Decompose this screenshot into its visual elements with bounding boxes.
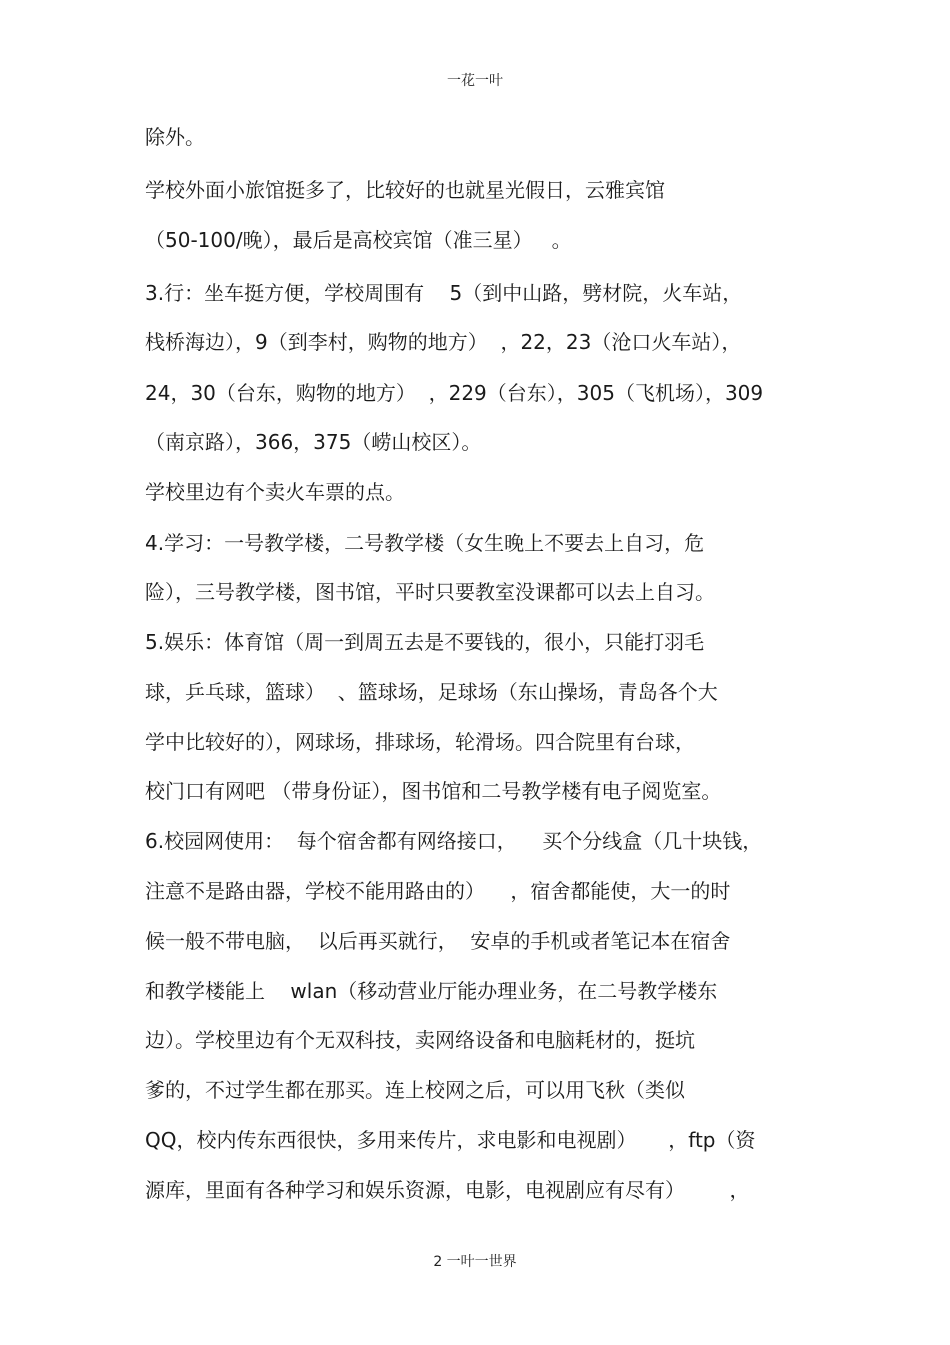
- text-line: 24，30（台东，购物的地方） ，229（台东），305（飞机场），309: [145, 381, 764, 405]
- text-line: 注意不是路由器，学校不能用路由的） ，宿舍都能使，大一的时: [145, 879, 731, 903]
- text-line: 和教学楼能上 wlan（移动营业厅能办理业务，在二号教学楼东: [145, 979, 718, 1003]
- text-line: 爹的，不过学生都在那买。连上校网之后，可以用飞秋（类似: [145, 1078, 685, 1102]
- text-line: 3.行：坐车挺方便，学校周围有 5（到中山路，劈材院，火车站，: [145, 281, 743, 305]
- text-line: 边）。学校里边有个无双科技，卖网络设备和电脑耗材的，挺坑: [145, 1028, 695, 1052]
- text-line: 学中比较好的），网球场，排球场，轮滑场。四合院里有台球，: [145, 730, 695, 754]
- text-line: （50-100/晚），最后是高校宾馆（准三星） 。: [145, 228, 572, 252]
- text-line: 球，乒乓球，篮球） 、篮球场，足球场（东山操场，青岛各个大: [145, 680, 718, 704]
- text-line: 4.学习：一号教学楼，二号教学楼（女生晚上不要去上自习，危: [145, 531, 705, 555]
- text-line: 6.校园网使用： 每个宿舍都有网络接口， 买个分线盒（几十块钱，: [145, 829, 763, 853]
- text-line: QQ，校内传东西很快，多用来传片，求电影和电视剧） ，ftp（资: [145, 1128, 756, 1152]
- text-line: 学校外面小旅馆挺多了，比较好的也就星光假日，云雅宾馆: [145, 178, 665, 202]
- text-line: 学校里边有个卖火车票的点。: [145, 480, 405, 504]
- text-line: 险），三号教学楼，图书馆，平时只要教室没课都可以去上自习。: [145, 580, 715, 604]
- text-line: 栈桥海边），9（到李村，购物的地方） ，22，23（沧口火车站），: [145, 330, 742, 354]
- text-line: 候一般不带电脑， 以后再买就行， 安卓的手机或者笔记本在宿舍: [145, 929, 731, 953]
- page-header: 一花一叶: [447, 73, 503, 89]
- text-line: 除外。: [145, 125, 205, 149]
- text-line: （南京路），366，375（崂山校区）。: [145, 430, 482, 454]
- text-line: 校门口有网吧 （带身份证），图书馆和二号教学楼有电子阅览室。: [145, 779, 722, 803]
- text-line: 5.娱乐：体育馆（周一到周五去是不要钱的，很小，只能打羽毛: [145, 630, 705, 654]
- text-line: 源库，里面有各种学习和娱乐资源，电影，电视剧应有尽有） ，: [145, 1178, 750, 1202]
- page-footer: 2 一叶一世界: [433, 1254, 517, 1270]
